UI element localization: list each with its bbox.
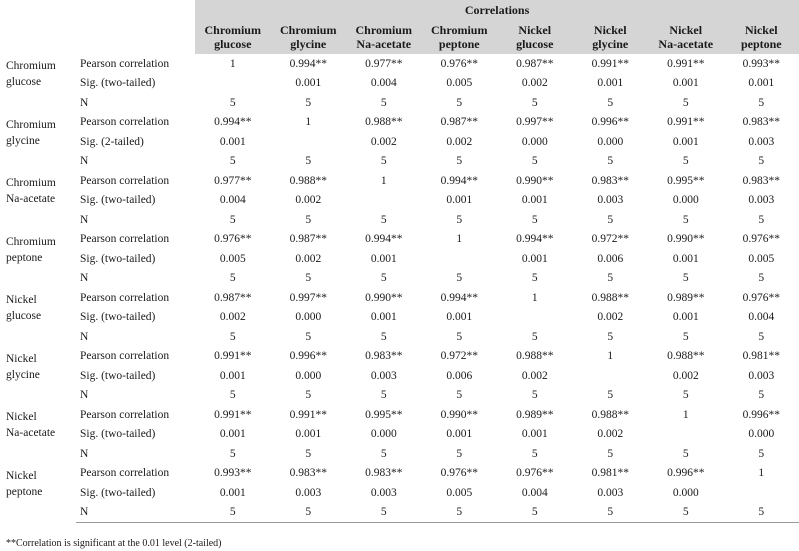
- table-cell: 0.990**: [365, 291, 403, 304]
- table-cell: 0.991**: [289, 408, 327, 421]
- table-cell: 5: [682, 330, 689, 343]
- table-cell: 0.987**: [440, 116, 478, 129]
- column-header: [724, 20, 799, 54]
- table-cell: 5: [305, 213, 312, 226]
- table-cell: 0.002: [672, 369, 699, 382]
- table-cell: 5: [346, 503, 422, 523]
- table-cell: 0.996**: [742, 408, 780, 421]
- column-header-line: glycine: [592, 37, 629, 51]
- table-row: [0, 93, 799, 113]
- table-cell: 0.983**: [591, 174, 629, 187]
- table-cell: 5: [380, 447, 387, 460]
- table-cell: 0.988**: [516, 350, 554, 363]
- table-cell: 0.983**: [289, 467, 327, 480]
- table-row: [0, 132, 799, 152]
- table-cell: 0.995**: [365, 408, 403, 421]
- column-header-line: glycine: [290, 37, 327, 51]
- table-cell: 0.000: [295, 311, 322, 324]
- table-row: [0, 444, 799, 464]
- table-cell: 5: [456, 447, 463, 460]
- table-title-row: [0, 0, 799, 20]
- table-row: [0, 230, 799, 250]
- table-cell: 5: [380, 389, 387, 402]
- table-cell: 0.995**: [667, 174, 705, 187]
- table-cell: 0.004: [748, 311, 775, 324]
- row-variable-line: Chromium: [6, 118, 56, 131]
- table-cell: 5: [758, 389, 765, 402]
- table-cell: 0.001: [370, 252, 397, 265]
- column-header-line: Nickel: [744, 23, 778, 37]
- table-cell: 0.002: [446, 135, 473, 148]
- row-variable-line: Nickel: [6, 469, 37, 482]
- table-cell: 0.993**: [742, 57, 780, 70]
- table-row: [0, 171, 799, 191]
- table-cell: 5: [758, 155, 765, 168]
- table-cell: 0.994**: [440, 174, 478, 187]
- column-header-line: peptone: [740, 37, 782, 51]
- column-header-row: [0, 20, 799, 54]
- table-cell: 0.005: [446, 77, 473, 90]
- table-cell: 5: [229, 447, 236, 460]
- table-cell: 0.000: [597, 135, 624, 148]
- table-cell: 0.989**: [516, 408, 554, 421]
- table-cell: 5: [758, 213, 765, 226]
- table-cell: 0.001: [219, 369, 246, 382]
- table-row: [0, 366, 799, 386]
- table-cell: 1: [758, 467, 765, 480]
- table-cell: 5: [531, 96, 538, 109]
- table-cell: 0.004: [521, 486, 548, 499]
- statistic-label: Sig. (two-tailed): [80, 311, 156, 324]
- statistic-label: Sig. (two-tailed): [80, 77, 156, 90]
- table-cell: 0.972**: [591, 233, 629, 246]
- table-cell: 0.003: [295, 486, 322, 499]
- table-cell: 0.000: [748, 428, 775, 441]
- table-cell: 0.001: [446, 311, 473, 324]
- table-cell: 0.988**: [667, 350, 705, 363]
- table-cell: 0.006: [597, 252, 624, 265]
- table-cell: 5: [456, 213, 463, 226]
- table-cell: 5: [229, 155, 236, 168]
- row-variable-line: peptone: [6, 251, 43, 264]
- table-cell: 0.987**: [214, 291, 252, 304]
- column-header: [271, 20, 347, 54]
- row-variable-line: glycine: [6, 134, 40, 147]
- table-cell: 5: [758, 447, 765, 460]
- table-cell: 0.996**: [667, 467, 705, 480]
- table-row: [0, 503, 799, 523]
- table-cell: [422, 249, 498, 269]
- table-cell: 5: [305, 96, 312, 109]
- table-cell: 5: [682, 96, 689, 109]
- statistic-label: N: [80, 272, 89, 285]
- table-cell: 0.003: [370, 369, 397, 382]
- table-cell: 5: [456, 330, 463, 343]
- table-cell: 5: [305, 330, 312, 343]
- row-variable-line: Chromium: [6, 177, 56, 189]
- table-cell: 0.001: [446, 428, 473, 441]
- row-variable-label: [0, 171, 76, 230]
- row-variable-line: peptone: [6, 485, 43, 498]
- table-cell: 5: [456, 272, 463, 285]
- table-cell: 5: [758, 272, 765, 285]
- table-cell: 5: [682, 272, 689, 285]
- column-header-line: glucose: [516, 37, 554, 51]
- table-cell: 5: [607, 272, 614, 285]
- table-cell: 0.989**: [667, 291, 705, 304]
- table-cell: 0.987**: [516, 57, 554, 70]
- table-cell: 5: [531, 213, 538, 226]
- table-cell: 5: [607, 96, 614, 109]
- statistic-label: N: [80, 213, 89, 226]
- column-header-line: Chromium: [355, 23, 412, 37]
- table-cell: 0.987**: [289, 233, 327, 246]
- table-cell: 0.981**: [742, 350, 780, 363]
- table-cell: 0.988**: [591, 291, 629, 304]
- table-row: [0, 74, 799, 94]
- table-cell: 0.001: [672, 135, 699, 148]
- table-row: [0, 327, 799, 347]
- table-cell: 1: [682, 408, 689, 421]
- table-cell: 0.994**: [289, 57, 327, 70]
- table-cell: 0.001: [219, 135, 246, 148]
- table-cell: 0.003: [748, 135, 775, 148]
- table-cell: 1: [229, 57, 236, 70]
- table-cell: 0.001: [521, 252, 548, 265]
- statistic-label: Pearson correlation: [80, 408, 170, 421]
- table-cell: 1: [456, 233, 463, 246]
- table-cell: 1: [380, 174, 387, 187]
- table-cell: 5: [682, 213, 689, 226]
- table-cell: 0.990**: [667, 233, 705, 246]
- table-cell: 5: [271, 503, 347, 523]
- table-cell: 5: [531, 389, 538, 402]
- table-cell: 0.990**: [440, 408, 478, 421]
- table-cell: 5: [531, 272, 538, 285]
- table-cell: 0.005: [446, 486, 473, 499]
- table-cell: 5: [229, 389, 236, 402]
- statistic-label: N: [80, 96, 89, 109]
- statistic-label: Sig. (two-tailed): [80, 428, 156, 441]
- table-body: [0, 54, 799, 523]
- column-header: [422, 20, 498, 54]
- table-row: [0, 113, 799, 133]
- statistic-label: Pearson correlation: [80, 350, 170, 363]
- table-cell: 5: [758, 96, 765, 109]
- table-cell: 0.976**: [742, 233, 780, 246]
- table-cell: 0.001: [370, 311, 397, 324]
- table-row: [0, 288, 799, 308]
- table-cell: 0.000: [370, 428, 397, 441]
- statistic-label: Sig. (two-tailed): [80, 369, 156, 382]
- table-cell: 5: [456, 96, 463, 109]
- table-cell: 5: [305, 272, 312, 285]
- table-cell: 0.005: [748, 252, 775, 265]
- table-row: [0, 405, 799, 425]
- row-variable-line: glucose: [6, 310, 42, 322]
- table-row: [0, 347, 799, 367]
- row-variable-line: Nickel: [6, 352, 37, 365]
- table-cell: 5: [380, 96, 387, 109]
- table-cell: 0.991**: [214, 350, 252, 363]
- table-cell: 0.996**: [591, 116, 629, 129]
- row-variable-label: [0, 464, 76, 523]
- table-cell: 5: [456, 155, 463, 168]
- table-cell: 0.001: [446, 194, 473, 207]
- table-cell: 0.977**: [214, 174, 252, 187]
- row-variable-line: glycine: [6, 368, 40, 381]
- row-variable-line: Chromium: [6, 235, 56, 248]
- table-cell: 5: [724, 503, 799, 523]
- table-cell: 0.003: [370, 486, 397, 499]
- column-header-line: Na-acetate: [356, 37, 412, 51]
- row-variable-label: [0, 113, 76, 172]
- table-row: [0, 210, 799, 230]
- table-row: [0, 425, 799, 445]
- column-header: [648, 20, 724, 54]
- table-cell: [497, 308, 573, 328]
- table-cell: 5: [305, 155, 312, 168]
- table-cell: 5: [229, 96, 236, 109]
- table-cell: 0.983**: [742, 174, 780, 187]
- table-cell: 0.002: [219, 311, 246, 324]
- table-cell: 5: [497, 503, 573, 523]
- row-variable-line: Chromium: [6, 60, 56, 72]
- table-cell: 0.981**: [591, 467, 629, 480]
- column-header: [346, 20, 422, 54]
- table-cell: 0.002: [597, 311, 624, 324]
- table-cell: 0.005: [219, 252, 246, 265]
- table-title: Correlations: [195, 0, 799, 20]
- table-cell: 0.000: [521, 135, 548, 148]
- statistic-label: N: [80, 155, 89, 168]
- table-cell: 0.993**: [214, 467, 252, 480]
- statistic-label: Pearson correlation: [80, 467, 170, 480]
- table-cell: 0.983**: [365, 350, 403, 363]
- table-cell: 0.001: [295, 428, 322, 441]
- row-variable-label: [0, 230, 76, 289]
- table-cell: 0.003: [597, 194, 624, 207]
- table-cell: 0.003: [748, 194, 775, 207]
- statistic-label: Sig. (two-tailed): [80, 194, 156, 207]
- table-row: [0, 249, 799, 269]
- column-header: [573, 20, 649, 54]
- table-cell: 5: [229, 330, 236, 343]
- table-cell: [724, 483, 799, 503]
- statistic-label: Pearson correlation: [80, 116, 170, 129]
- table-cell: 0.983**: [365, 467, 403, 480]
- table-cell: 5: [573, 503, 649, 523]
- statistic-label: N: [76, 503, 195, 523]
- table-cell: 0.001: [672, 252, 699, 265]
- table-cell: 0.001: [597, 77, 624, 90]
- footnote: **Correlation is significant at the 0.01 level (2-tailed): [6, 538, 222, 549]
- table-row: [0, 308, 799, 328]
- table-cell: [195, 74, 271, 94]
- column-header-line: Nickel: [669, 23, 703, 37]
- row-variable-line: Nickel: [6, 294, 37, 306]
- table-cell: [346, 191, 422, 211]
- table-cell: 0.000: [672, 194, 699, 207]
- table-cell: 5: [422, 503, 498, 523]
- column-header-line: Chromium: [280, 23, 337, 37]
- row-variable-line: Na-acetate: [6, 193, 56, 205]
- table-cell: 0.002: [521, 369, 548, 382]
- table-cell: 0.000: [672, 486, 699, 499]
- row-variable-label: [0, 405, 76, 464]
- table-cell: 5: [305, 389, 312, 402]
- table-row: [0, 152, 799, 172]
- table-cell: 0.001: [748, 77, 775, 90]
- table-row: [0, 191, 799, 211]
- column-header-line: peptone: [438, 37, 480, 51]
- table-cell: 5: [380, 272, 387, 285]
- table-cell: 5: [380, 213, 387, 226]
- table-cell: 5: [229, 213, 236, 226]
- table-cell: 0.990**: [516, 174, 554, 187]
- statistic-label: Pearson correlation: [80, 291, 170, 304]
- statistic-label: Sig. (two-tailed): [80, 252, 156, 265]
- table-cell: 0.001: [521, 428, 548, 441]
- table-cell: 0.003: [597, 486, 624, 499]
- table-cell: 0.006: [446, 369, 473, 382]
- table-cell: 0.976**: [742, 291, 780, 304]
- statistic-label: Pearson correlation: [80, 233, 170, 246]
- table-cell: 0.977**: [365, 57, 403, 70]
- table-cell: 0.988**: [365, 116, 403, 129]
- column-header: [195, 20, 271, 54]
- table-cell: 5: [607, 330, 614, 343]
- table-cell: 5: [758, 330, 765, 343]
- table-cell: 0.976**: [440, 467, 478, 480]
- table-cell: 0.991**: [591, 57, 629, 70]
- statistic-label: N: [80, 447, 89, 460]
- column-header-line: Na-acetate: [658, 37, 714, 51]
- column-header-line: glucose: [214, 37, 252, 51]
- table-cell: 0.996**: [289, 350, 327, 363]
- table-cell: 0.983**: [742, 116, 780, 129]
- table-row: [0, 269, 799, 289]
- table-cell: 5: [607, 155, 614, 168]
- table-row: [0, 54, 799, 74]
- column-header-line: Nickel: [593, 23, 627, 37]
- table-row: [0, 483, 799, 503]
- table-cell: 0.988**: [591, 408, 629, 421]
- column-header: [497, 20, 573, 54]
- table-cell: 0.001: [219, 486, 246, 499]
- table-cell: 0.002: [295, 252, 322, 265]
- column-header-line: Chromium: [204, 23, 261, 37]
- statistic-label: Pearson correlation: [80, 174, 170, 187]
- table-cell: 5: [531, 155, 538, 168]
- table-cell: 0.972**: [440, 350, 478, 363]
- statistic-label: Sig. (2-tailed): [80, 135, 144, 148]
- table-cell: 0.004: [370, 77, 397, 90]
- table-cell: 5: [682, 447, 689, 460]
- table-cell: 0.004: [219, 194, 246, 207]
- table-row: [0, 464, 799, 484]
- table-cell: 5: [607, 447, 614, 460]
- table-cell: 0.994**: [440, 291, 478, 304]
- table-cell: 0.994**: [214, 116, 252, 129]
- table-cell: 5: [682, 155, 689, 168]
- table-cell: 1: [607, 350, 614, 363]
- statistic-label: Pearson correlation: [80, 57, 170, 70]
- statistic-label: N: [80, 330, 89, 343]
- table-cell: 0.002: [370, 135, 397, 148]
- table-cell: 5: [682, 389, 689, 402]
- table-cell: 0.002: [295, 194, 322, 207]
- table-cell: 0.000: [295, 369, 322, 382]
- table-cell: 0.001: [219, 428, 246, 441]
- table-cell: 5: [305, 447, 312, 460]
- table-cell: 0.994**: [365, 233, 403, 246]
- row-variable-line: glucose: [6, 76, 42, 88]
- table-cell: 0.997**: [516, 116, 554, 129]
- row-variable-line: Na-acetate: [6, 427, 56, 439]
- statistic-label: N: [80, 389, 89, 402]
- table-cell: [648, 425, 724, 445]
- table-cell: 0.997**: [289, 291, 327, 304]
- table-cell: 5: [380, 155, 387, 168]
- row-variable-label: [0, 54, 76, 113]
- table-cell: 1: [531, 291, 538, 304]
- statistic-label: Sig. (two-tailed): [80, 486, 156, 499]
- column-header-line: Chromium: [431, 23, 488, 37]
- table-cell: 0.002: [597, 428, 624, 441]
- table-cell: 5: [531, 330, 538, 343]
- table-cell: [573, 366, 649, 386]
- table-cell: 0.991**: [667, 116, 705, 129]
- table-cell: 0.976**: [214, 233, 252, 246]
- column-header-line: Nickel: [518, 23, 552, 37]
- row-variable-label: [0, 288, 76, 347]
- table-cell: 0.976**: [516, 467, 554, 480]
- row-variable-label: [0, 347, 76, 406]
- table-cell: 0.991**: [667, 57, 705, 70]
- table-cell: 0.001: [521, 194, 548, 207]
- table-cell: 5: [380, 330, 387, 343]
- table-cell: 0.003: [748, 369, 775, 382]
- table-row: [0, 386, 799, 406]
- table-cell: 0.994**: [516, 233, 554, 246]
- table-cell: 5: [229, 272, 236, 285]
- table-cell: 5: [607, 213, 614, 226]
- table-cell: 0.002: [521, 77, 548, 90]
- table-cell: 5: [195, 503, 271, 523]
- table-cell: 5: [456, 389, 463, 402]
- table-cell: 5: [648, 503, 724, 523]
- table-cell: [271, 132, 347, 152]
- table-cell: 5: [531, 447, 538, 460]
- table-cell: 0.001: [672, 77, 699, 90]
- table-cell: 1: [305, 116, 312, 129]
- table-cell: 0.001: [672, 311, 699, 324]
- table-cell: 0.976**: [440, 57, 478, 70]
- table-cell: 0.001: [295, 77, 322, 90]
- row-variable-line: Nickel: [6, 411, 37, 423]
- table-cell: 0.991**: [214, 408, 252, 421]
- table-cell: 5: [607, 389, 614, 402]
- table-cell: 0.988**: [289, 174, 327, 187]
